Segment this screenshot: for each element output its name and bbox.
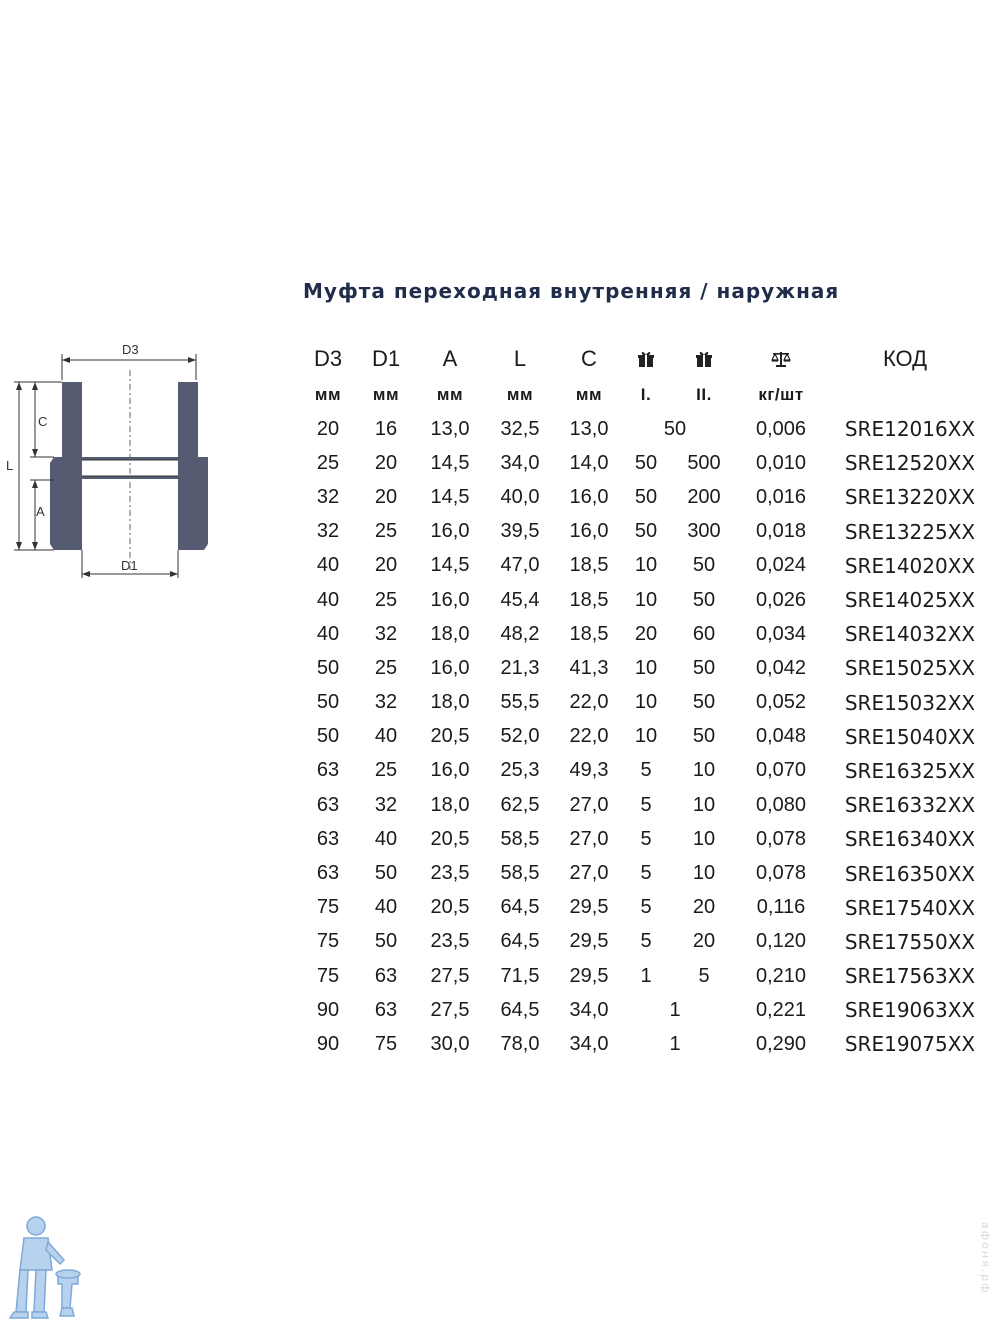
cell-pack-1: 5 bbox=[640, 827, 652, 850]
cell-weight: 0,016 bbox=[755, 485, 807, 508]
cell-pack-1: 5 bbox=[640, 930, 652, 953]
cell-d1: 63 bbox=[374, 964, 398, 987]
cell-d1: 32 bbox=[374, 691, 398, 714]
cell-d1: 20 bbox=[374, 554, 398, 577]
cell-pack-2: 50 bbox=[692, 725, 716, 748]
cell-weight: 0,024 bbox=[755, 554, 807, 577]
cell-c: 16,0 bbox=[569, 485, 609, 508]
cell-code: SRE15025XX bbox=[844, 656, 976, 681]
cell-d1: 40 bbox=[374, 896, 398, 919]
cell-a: 16,0 bbox=[430, 656, 470, 679]
cell-pack-1: 10 bbox=[634, 588, 658, 611]
table-row bbox=[300, 446, 990, 480]
table-body bbox=[300, 412, 990, 1062]
cell-d3: 40 bbox=[316, 588, 340, 611]
cell-weight: 0,010 bbox=[755, 451, 807, 474]
table-row bbox=[300, 549, 990, 583]
cell-weight: 0,290 bbox=[755, 1032, 807, 1055]
cell-l: 58,5 bbox=[500, 827, 540, 850]
cell-d3: 50 bbox=[316, 691, 340, 714]
package-icon bbox=[684, 340, 724, 378]
cell-a: 18,0 bbox=[430, 622, 470, 645]
cell-pack-1: 1 bbox=[640, 964, 652, 987]
cell-pack-2: 300 bbox=[687, 520, 721, 543]
cell-l: 55,5 bbox=[500, 691, 540, 714]
cell-code: SRE13220XX bbox=[844, 485, 976, 510]
cell-a: 30,0 bbox=[430, 1032, 470, 1055]
cell-pack-1: 50 bbox=[634, 520, 658, 543]
cell-d1: 75 bbox=[374, 1032, 398, 1055]
cell-a: 27,5 bbox=[430, 964, 470, 987]
cell-d3: 75 bbox=[316, 896, 340, 919]
cell-weight: 0,080 bbox=[755, 793, 807, 816]
cell-code: SRE19063XX bbox=[844, 998, 976, 1023]
fitting-wall-right-bottom bbox=[178, 457, 208, 550]
cell-a: 14,5 bbox=[430, 451, 470, 474]
cell-pack: 50 bbox=[663, 417, 687, 440]
cell-pack-1: 5 bbox=[640, 759, 652, 782]
cell-d1: 25 bbox=[374, 759, 398, 782]
cell-c: 27,0 bbox=[569, 862, 609, 885]
cell-l: 40,0 bbox=[500, 485, 540, 508]
cell-pack-1: 10 bbox=[634, 656, 658, 679]
cell-pack-2: 60 bbox=[692, 622, 716, 645]
cell-l: 78,0 bbox=[500, 1032, 540, 1055]
cell-d1: 25 bbox=[374, 656, 398, 679]
cell-d1: 40 bbox=[374, 827, 398, 850]
cell-pack-1: 10 bbox=[634, 691, 658, 714]
table-row bbox=[300, 788, 990, 822]
unit-a: мм bbox=[436, 385, 464, 404]
col-header-l: L bbox=[513, 346, 527, 371]
col-header-d1: D1 bbox=[371, 346, 401, 371]
cell-d3: 40 bbox=[316, 622, 340, 645]
cell-d3: 63 bbox=[316, 862, 340, 885]
cell-c: 14,0 bbox=[569, 451, 609, 474]
cell-l: 52,0 bbox=[500, 725, 540, 748]
cell-d1: 32 bbox=[374, 793, 398, 816]
cell-d1: 50 bbox=[374, 930, 398, 953]
cell-l: 48,2 bbox=[500, 622, 540, 645]
cell-l: 47,0 bbox=[500, 554, 540, 577]
cell-pack-2: 50 bbox=[692, 588, 716, 611]
cell-d1: 16 bbox=[374, 417, 398, 440]
fitting-wall-left-bottom bbox=[50, 457, 82, 550]
cell-code: SRE15032XX bbox=[844, 690, 976, 715]
cell-d3: 50 bbox=[316, 725, 340, 748]
unit-d3: мм bbox=[314, 385, 342, 404]
cell-a: 20,5 bbox=[430, 725, 470, 748]
cell-d3: 20 bbox=[316, 417, 340, 440]
cell-c: 34,0 bbox=[569, 1032, 609, 1055]
cell-d1: 20 bbox=[374, 485, 398, 508]
cell-code: SRE12016XX bbox=[844, 417, 976, 442]
cell-pack-1: 20 bbox=[634, 622, 658, 645]
table-row bbox=[300, 856, 990, 890]
cell-c: 18,5 bbox=[569, 588, 609, 611]
cell-pack-1: 5 bbox=[640, 862, 652, 885]
cell-pack-2: 50 bbox=[692, 691, 716, 714]
cell-pack-2: 20 bbox=[692, 896, 716, 919]
cell-a: 18,0 bbox=[430, 691, 470, 714]
cell-pack: 1 bbox=[669, 1032, 681, 1055]
cell-pack-2: 20 bbox=[692, 930, 716, 953]
cell-l: 64,5 bbox=[500, 896, 540, 919]
fitting-wall-left-top bbox=[62, 382, 82, 457]
cell-l: 39,5 bbox=[500, 520, 540, 543]
cell-d3: 75 bbox=[316, 964, 340, 987]
unit-pack-2: II. bbox=[696, 385, 712, 404]
scales-icon bbox=[746, 340, 816, 378]
cell-pack-2: 10 bbox=[692, 759, 716, 782]
cell-pack-2: 50 bbox=[692, 554, 716, 577]
cell-d3: 63 bbox=[316, 793, 340, 816]
cell-c: 13,0 bbox=[569, 417, 609, 440]
cell-d3: 32 bbox=[316, 520, 340, 543]
c-label: C bbox=[38, 414, 48, 429]
cell-l: 71,5 bbox=[500, 964, 540, 987]
cell-c: 22,0 bbox=[569, 691, 609, 714]
cell-d3: 50 bbox=[316, 656, 340, 679]
header-row bbox=[300, 340, 990, 378]
unit-pack-1: I. bbox=[640, 385, 652, 404]
spec-table bbox=[300, 340, 990, 1062]
table-row bbox=[300, 412, 990, 446]
cell-weight: 0,026 bbox=[755, 588, 807, 611]
cell-code: SRE17550XX bbox=[844, 929, 976, 954]
cell-weight: 0,070 bbox=[755, 759, 807, 782]
cell-code: SRE16350XX bbox=[844, 861, 976, 886]
table-row bbox=[300, 480, 990, 514]
cell-d1: 25 bbox=[374, 520, 398, 543]
d1-label: D1 bbox=[121, 558, 138, 573]
cell-l: 58,5 bbox=[500, 862, 540, 885]
cell-a: 23,5 bbox=[430, 930, 470, 953]
cell-code: SRE17563XX bbox=[844, 964, 976, 989]
cell-l: 21,3 bbox=[500, 656, 540, 679]
table-row bbox=[300, 686, 990, 720]
cell-a: 20,5 bbox=[430, 827, 470, 850]
cell-d3: 32 bbox=[316, 485, 340, 508]
cell-a: 16,0 bbox=[430, 588, 470, 611]
cell-l: 64,5 bbox=[500, 998, 540, 1021]
table-row bbox=[300, 1027, 990, 1061]
cell-weight: 0,018 bbox=[755, 520, 807, 543]
cell-c: 34,0 bbox=[569, 998, 609, 1021]
cell-d1: 20 bbox=[374, 451, 398, 474]
col-header-d3: D3 bbox=[313, 346, 343, 371]
table-row bbox=[300, 754, 990, 788]
cell-a: 16,0 bbox=[430, 520, 470, 543]
cell-weight: 0,221 bbox=[755, 998, 807, 1021]
col-header-a: A bbox=[442, 346, 458, 371]
table-row bbox=[300, 617, 990, 651]
col-header-code: КОД bbox=[882, 346, 928, 371]
fitting-diagram bbox=[0, 330, 240, 590]
cell-a: 14,5 bbox=[430, 485, 470, 508]
cell-c: 18,5 bbox=[569, 554, 609, 577]
cell-d1: 32 bbox=[374, 622, 398, 645]
units-row bbox=[300, 378, 990, 412]
table-row bbox=[300, 515, 990, 549]
cell-pack-1: 50 bbox=[634, 451, 658, 474]
cell-a: 16,0 bbox=[430, 759, 470, 782]
l-label: L bbox=[6, 458, 14, 473]
cell-pack-2: 5 bbox=[698, 964, 710, 987]
cell-d1: 63 bbox=[374, 998, 398, 1021]
cell-d1: 40 bbox=[374, 725, 398, 748]
cell-pack-2: 200 bbox=[687, 485, 721, 508]
page-title: Муфта переходная внутренняя / наружная bbox=[303, 279, 840, 303]
cell-a: 14,5 bbox=[430, 554, 470, 577]
cell-code: SRE14032XX bbox=[844, 622, 976, 647]
package-icon bbox=[626, 340, 666, 378]
table-row bbox=[300, 583, 990, 617]
cell-weight: 0,078 bbox=[755, 862, 807, 885]
cell-c: 41,3 bbox=[569, 656, 609, 679]
col-header-c: C bbox=[581, 346, 597, 371]
cell-code: SRE17540XX bbox=[844, 895, 976, 920]
cell-c: 29,5 bbox=[569, 930, 609, 953]
cell-a: 23,5 bbox=[430, 862, 470, 885]
cell-weight: 0,116 bbox=[756, 896, 806, 919]
cell-c: 49,3 bbox=[569, 759, 609, 782]
cell-pack-2: 10 bbox=[692, 862, 716, 885]
cell-d3: 63 bbox=[316, 827, 340, 850]
a-label: A bbox=[36, 504, 45, 519]
cell-d1: 50 bbox=[374, 862, 398, 885]
cell-d3: 90 bbox=[316, 1032, 340, 1055]
cell-pack-2: 500 bbox=[687, 451, 721, 474]
cell-c: 18,5 bbox=[569, 622, 609, 645]
cell-weight: 0,006 bbox=[755, 417, 807, 440]
cell-pack-2: 10 bbox=[692, 793, 716, 816]
cell-l: 25,3 bbox=[500, 759, 540, 782]
cell-pack: 1 bbox=[669, 998, 681, 1021]
cell-d3: 90 bbox=[316, 998, 340, 1021]
cell-code: SRE14025XX bbox=[844, 588, 976, 613]
cell-pack-1: 5 bbox=[640, 793, 652, 816]
table-row bbox=[300, 891, 990, 925]
cell-pack-1: 10 bbox=[634, 725, 658, 748]
cell-weight: 0,048 bbox=[755, 725, 807, 748]
cell-a: 13,0 bbox=[430, 417, 470, 440]
table-row bbox=[300, 959, 990, 993]
table-row bbox=[300, 822, 990, 856]
cell-code: SRE16340XX bbox=[844, 827, 976, 852]
table-row bbox=[300, 993, 990, 1027]
watermark: афоня.рф bbox=[979, 1222, 992, 1295]
cell-d3: 75 bbox=[316, 930, 340, 953]
cell-a: 27,5 bbox=[430, 998, 470, 1021]
cell-d3: 40 bbox=[316, 554, 340, 577]
plumber-logo bbox=[6, 1212, 86, 1327]
cell-d3: 25 bbox=[316, 451, 340, 474]
unit-d1: мм bbox=[372, 385, 400, 404]
cell-c: 27,0 bbox=[569, 793, 609, 816]
unit-l: мм bbox=[506, 385, 534, 404]
cell-code: SRE12520XX bbox=[844, 451, 976, 476]
cell-l: 45,4 bbox=[500, 588, 540, 611]
cell-l: 64,5 bbox=[500, 930, 540, 953]
cell-weight: 0,034 bbox=[755, 622, 807, 645]
cell-pack-2: 10 bbox=[692, 827, 716, 850]
cell-a: 20,5 bbox=[430, 896, 470, 919]
table-row bbox=[300, 720, 990, 754]
fitting-wall-right-top bbox=[178, 382, 198, 457]
cell-pack-1: 50 bbox=[634, 485, 658, 508]
cell-l: 62,5 bbox=[500, 793, 540, 816]
cell-c: 16,0 bbox=[569, 520, 609, 543]
cell-c: 22,0 bbox=[569, 725, 609, 748]
cell-weight: 0,052 bbox=[755, 691, 807, 714]
cell-code: SRE14020XX bbox=[844, 553, 976, 578]
cell-pack-1: 5 bbox=[640, 896, 652, 919]
cell-weight: 0,210 bbox=[755, 964, 807, 987]
cell-l: 34,0 bbox=[500, 451, 540, 474]
cell-a: 18,0 bbox=[430, 793, 470, 816]
cell-c: 29,5 bbox=[569, 964, 609, 987]
cell-code: SRE19075XX bbox=[844, 1032, 976, 1057]
cell-pack-2: 50 bbox=[692, 656, 716, 679]
cell-c: 27,0 bbox=[569, 827, 609, 850]
table-row bbox=[300, 925, 990, 959]
cell-c: 29,5 bbox=[569, 896, 609, 919]
cell-code: SRE16332XX bbox=[844, 793, 976, 818]
unit-weight: кг/шт bbox=[758, 385, 804, 404]
table-row bbox=[300, 651, 990, 685]
cell-d1: 25 bbox=[374, 588, 398, 611]
cell-d3: 63 bbox=[316, 759, 340, 782]
cell-weight: 0,120 bbox=[755, 930, 807, 953]
cell-weight: 0,042 bbox=[755, 656, 807, 679]
cell-code: SRE13225XX bbox=[844, 519, 976, 544]
cell-l: 32,5 bbox=[500, 417, 540, 440]
unit-c: мм bbox=[575, 385, 603, 404]
cell-pack-1: 10 bbox=[634, 554, 658, 577]
cell-weight: 0,078 bbox=[755, 827, 807, 850]
cell-code: SRE15040XX bbox=[844, 724, 976, 749]
d3-label: D3 bbox=[122, 342, 139, 357]
cell-code: SRE16325XX bbox=[844, 758, 976, 783]
